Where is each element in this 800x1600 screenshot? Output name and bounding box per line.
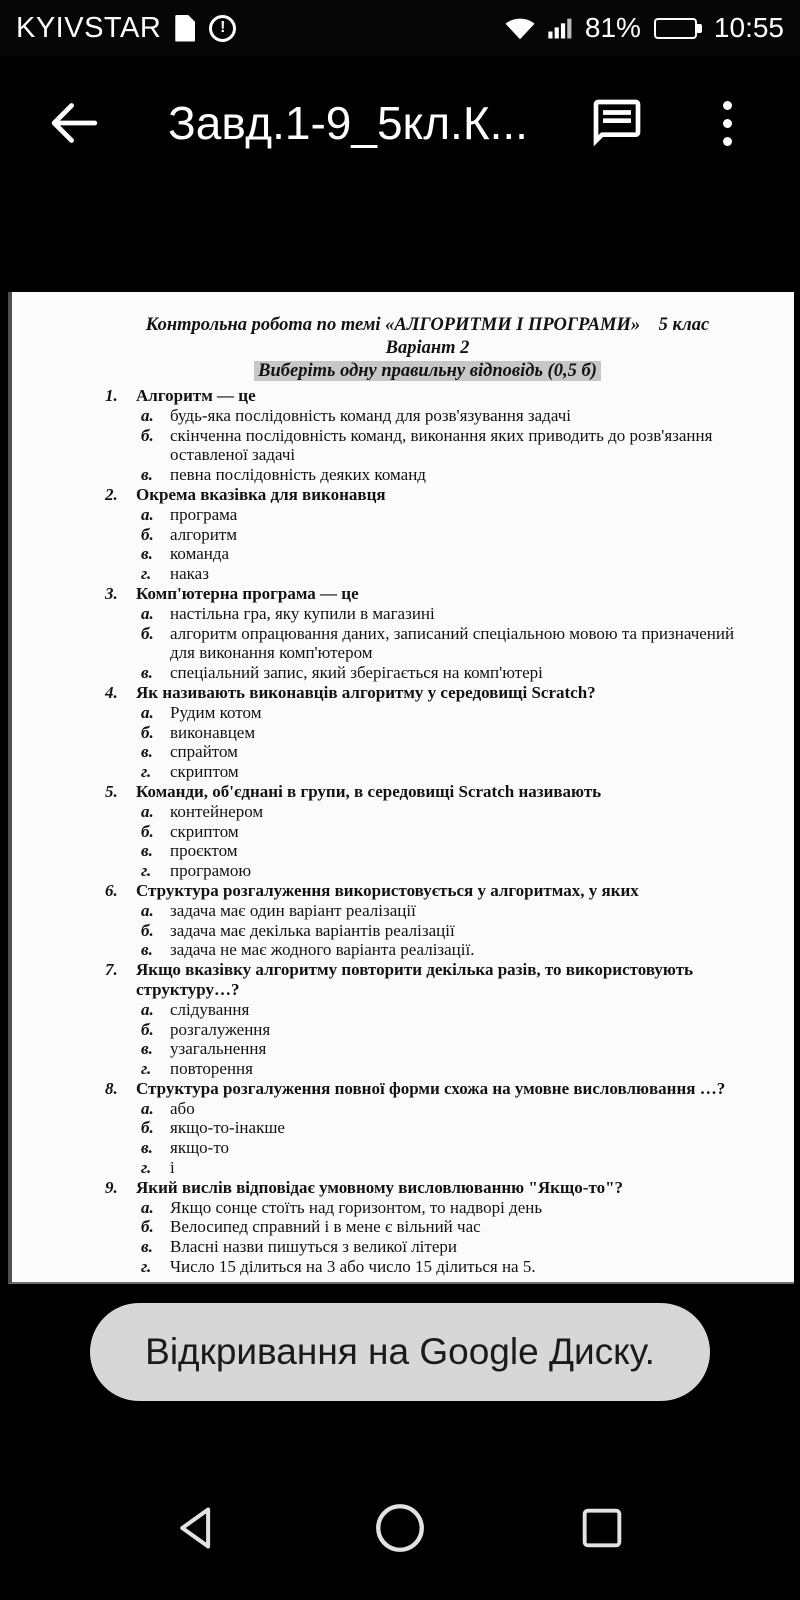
option-text: скінченна послідовність команд, виконання яких приводить до розв'язання оставленої задачі <box>170 425 713 465</box>
question-number: 7. <box>105 960 118 980</box>
question-text: Алгоритм — це <box>136 386 256 405</box>
option-text: будь-яка послідовність команд для розв'язування задачі <box>170 405 571 425</box>
option-letter: а. <box>141 603 154 623</box>
option-letter: в. <box>141 544 153 564</box>
option-text: Власні назви пишуться з великої літери <box>170 1237 457 1257</box>
alert-icon: ! <box>209 15 236 42</box>
option-text: алгоритм опрацювання даних, записаний спеціальною мовою та призначений для виконання комп'ютером <box>170 623 735 663</box>
back-arrow-icon <box>44 94 102 152</box>
option-text: Велосипед справний і в мене є вільний час <box>170 1217 481 1237</box>
question-header <box>105 782 750 802</box>
answer-option <box>105 1059 750 1079</box>
battery-percent: 81% <box>584 12 641 43</box>
answer-option <box>105 802 750 822</box>
option-letter: г. <box>141 1257 152 1277</box>
option-text: програма <box>170 504 238 524</box>
option-letter: а. <box>141 999 154 1019</box>
nav-home-button[interactable] <box>370 1498 430 1558</box>
option-letter: б. <box>141 425 154 445</box>
option-letter: в. <box>141 465 153 485</box>
answer-option <box>105 742 750 762</box>
carrier-label: KYIVSTAR <box>16 11 162 44</box>
answer-option <box>105 1039 750 1059</box>
status-bar <box>0 0 800 56</box>
option-text: і <box>170 1158 175 1178</box>
option-letter: б. <box>141 623 154 643</box>
comments-button[interactable] <box>586 92 648 154</box>
option-letter: г. <box>141 564 152 584</box>
question <box>105 584 750 683</box>
answer-option <box>105 1198 750 1218</box>
answer-option <box>105 465 750 485</box>
answer-option <box>105 1000 750 1020</box>
option-letter: в. <box>141 663 153 683</box>
question-text: Комп'ютерна програма — це <box>136 583 359 603</box>
sim-card-icon <box>175 15 195 42</box>
question <box>105 485 750 584</box>
option-text: наказ <box>170 564 209 584</box>
answer-option <box>105 525 750 545</box>
option-text: Рудим котом <box>170 702 262 722</box>
navigation-bar <box>0 1468 800 1588</box>
question-text: Якщо вказівку алгоритму повторити декілька разів, то використовують структуру…? <box>136 960 694 999</box>
option-text: узагальнення <box>170 1039 267 1059</box>
answer-option <box>105 1118 750 1138</box>
answer-option <box>105 426 750 466</box>
document-viewer[interactable] <box>0 190 800 1286</box>
option-text: алгоритм <box>170 524 238 544</box>
comment-icon <box>589 95 645 151</box>
option-letter: а. <box>141 405 154 425</box>
question <box>105 1079 750 1178</box>
answer-option <box>105 723 750 743</box>
wifi-icon <box>505 13 535 43</box>
app-bar <box>0 56 800 190</box>
option-letter: в. <box>141 841 153 861</box>
option-letter: в. <box>141 1138 153 1158</box>
answer-option <box>105 1257 750 1277</box>
nav-back-button[interactable] <box>168 1498 228 1558</box>
option-letter: а. <box>141 1098 154 1118</box>
option-text: якщо-то-інакше <box>170 1118 285 1138</box>
option-letter: в. <box>141 940 153 960</box>
option-letter: б. <box>141 821 154 841</box>
option-text: задача не має жодного варіанта реалізації. <box>170 940 475 960</box>
answer-option <box>105 564 750 584</box>
option-text: проєктом <box>170 841 238 861</box>
question-text: Команди, об'єднані в групи, в середовищі Scratch називають <box>136 781 602 801</box>
option-letter: б. <box>141 1217 154 1237</box>
option-text: повторення <box>170 1059 253 1079</box>
clock-label: 10:55 <box>713 12 784 43</box>
answer-option <box>105 624 750 664</box>
option-text: скриптом <box>170 821 239 841</box>
answer-option <box>105 861 750 881</box>
question-text: Структура розгалуження повної форми схожа на умовне висловлювання …? <box>136 1078 726 1098</box>
option-letter: г. <box>141 1059 152 1079</box>
question-header <box>105 1178 750 1198</box>
question-header <box>105 1079 750 1099</box>
option-text: спеціальний запис, який зберігається на комп'ютері <box>170 663 543 683</box>
option-text: Якщо сонце стоїть над горизонтом, то надворі день <box>170 1197 543 1217</box>
question-text: Окрема вказівка для виконавця <box>136 484 386 504</box>
option-letter: б. <box>141 524 154 544</box>
answer-option <box>105 762 750 782</box>
back-triangle-icon <box>171 1501 225 1555</box>
question <box>105 881 750 960</box>
answer-option <box>105 544 750 564</box>
answer-option <box>105 822 750 842</box>
question-number: 2. <box>105 484 118 504</box>
answer-option <box>105 1099 750 1119</box>
option-letter: г. <box>141 861 152 881</box>
option-letter: в. <box>141 742 153 762</box>
question <box>105 782 750 881</box>
doc-title: Контрольна робота по темі «АЛГОРИТМИ І ПРОГРАМИ» 5 клас <box>145 315 710 335</box>
answer-option <box>105 940 750 960</box>
option-letter: б. <box>141 722 154 742</box>
answer-option <box>105 841 750 861</box>
question-number: 1. <box>105 386 118 405</box>
nav-recents-button[interactable] <box>572 1498 632 1558</box>
doc-variant: Варіант 2 <box>385 338 470 358</box>
question-header <box>105 960 750 1000</box>
home-circle-icon <box>371 1499 429 1557</box>
option-letter: б. <box>141 920 154 940</box>
recents-square-icon <box>576 1502 628 1554</box>
question-header <box>105 386 750 406</box>
answer-option <box>105 1158 750 1178</box>
question-text: Який вислів відповідає умовному висловлюванню "Якщо-то"? <box>136 1177 624 1197</box>
question-list <box>105 386 750 1277</box>
question-number: 8. <box>105 1078 118 1098</box>
option-letter: б. <box>141 1118 154 1138</box>
question-number: 9. <box>105 1177 118 1197</box>
answer-option <box>105 406 750 426</box>
question-header <box>105 683 750 703</box>
three-dots-icon <box>723 101 732 146</box>
question-header <box>105 584 750 604</box>
option-text: слідування <box>170 999 250 1019</box>
status-bar-right <box>505 12 784 44</box>
question <box>105 960 750 1079</box>
question <box>105 1178 750 1277</box>
answer-option <box>105 604 750 624</box>
option-letter: а. <box>141 504 154 524</box>
answer-option <box>105 1138 750 1158</box>
answer-option <box>105 663 750 683</box>
question-number: 5. <box>105 781 118 801</box>
file-title: Завд.1-9_5кл.К... <box>168 97 528 149</box>
option-text: контейнером <box>170 801 264 821</box>
option-letter: б. <box>141 1019 154 1039</box>
option-text: або <box>170 1098 195 1118</box>
question-number: 4. <box>105 682 118 702</box>
option-text: якщо-то <box>170 1138 230 1158</box>
option-text: задача має один варіант реалізації <box>170 900 416 920</box>
back-button[interactable] <box>42 92 104 154</box>
option-letter: г. <box>141 1158 152 1178</box>
signal-strength-icon <box>546 14 574 42</box>
question <box>105 683 750 782</box>
option-text: Число 15 ділиться на 3 або число 15 ділиться на 5. <box>170 1257 536 1277</box>
open-in-drive-button[interactable]: Відкривання на Google Диску. <box>90 1303 710 1401</box>
document-page <box>8 292 794 1284</box>
question-number: 6. <box>105 880 118 900</box>
answer-option <box>105 1237 750 1257</box>
doc-instruction <box>105 360 750 383</box>
option-letter: а. <box>141 900 154 920</box>
option-text: задача має декілька варіантів реалізації <box>170 920 455 940</box>
option-letter: а. <box>141 801 154 821</box>
answer-option <box>105 1217 750 1237</box>
option-text: розгалуження <box>170 1019 271 1039</box>
question <box>105 386 750 485</box>
option-letter: в. <box>141 1039 153 1059</box>
doc-instruction-text: Виберіть одну правильну відповідь (0,5 б) <box>254 361 601 381</box>
answer-option <box>105 921 750 941</box>
option-text: виконавцем <box>170 722 256 742</box>
option-text: команда <box>170 544 230 564</box>
question-header <box>105 485 750 505</box>
answer-option <box>105 505 750 525</box>
option-letter: в. <box>141 1237 153 1257</box>
answer-option <box>105 1020 750 1040</box>
option-text: спрайтом <box>170 742 238 762</box>
battery-icon <box>654 18 697 39</box>
question-header <box>105 881 750 901</box>
option-text: програмою <box>170 861 252 881</box>
overflow-menu-button[interactable] <box>696 92 758 154</box>
status-bar-left <box>16 12 236 45</box>
option-text: певна послідовність деяких команд <box>170 465 426 485</box>
option-letter: а. <box>141 1197 154 1217</box>
answer-option <box>105 703 750 723</box>
option-letter: а. <box>141 702 154 722</box>
question-text: Структура розгалуження використовується у алгоритмах, у яких <box>136 880 639 900</box>
option-text: скриптом <box>170 762 239 782</box>
question-text: Як називають виконавців алгоритму у середовищі Scratch? <box>136 682 596 702</box>
answer-option <box>105 901 750 921</box>
question-number: 3. <box>105 583 118 603</box>
option-text: настільна гра, яку купили в магазині <box>170 603 435 623</box>
option-letter: г. <box>141 762 152 782</box>
